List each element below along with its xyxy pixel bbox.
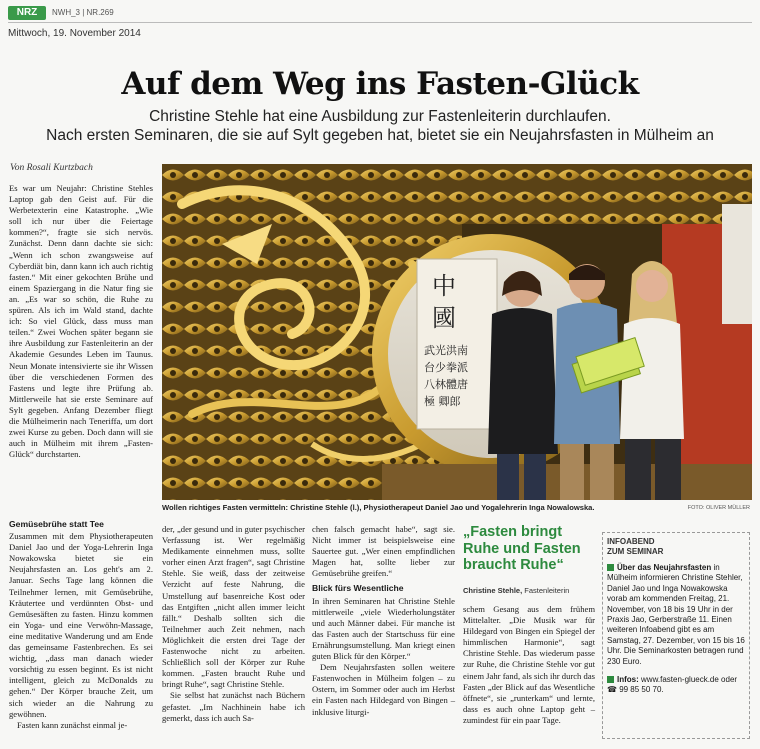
quote-role: Fastenleiterin <box>524 586 570 595</box>
column-1-top <box>9 183 153 460</box>
article-headline: Auf dem Weg ins Fasten-Glück <box>121 66 639 102</box>
pull-quote-attribution <box>463 586 569 595</box>
info-box-title <box>603 533 749 557</box>
column-3 <box>312 524 455 718</box>
paragraph: schem Gesang aus dem frühem Mittelalter. „Die Musik war für Hildegard von Bingen ein Spiegel der himmlischen Harmonie“, sagt Christine Stehle. Das wiederum passe zur Ruhe, die Christine Stehle vor gut einem Jahr fand, als sich ihr durch das Fasten „der Blick auf das Wesentliche öffnete“, sie „runterkam“ und lernte, dass es auch ohne Laptop geht – zumindest für ein paar Tage. <box>463 604 595 725</box>
subheading: Gemüsebrühe statt Tee <box>9 519 104 529</box>
svg-text:八林體唐: 八林體唐 <box>424 378 468 391</box>
issue-number: NWH_3 | NR.269 <box>52 8 114 17</box>
scroll-char: 中 <box>432 272 456 300</box>
paragraph: In ihren Seminaren hat Christine Stehle mittlerweile „viele Wiederholungstäter und auch Männer dabei. Für manche ist das Fasten auch der Startschuss für eine Ernährungsumstellung. Man kriegt einen guten Blick für den Körper.“ <box>312 595 455 662</box>
info-lead: Über das Neujahrsfasten <box>617 563 712 572</box>
paragraph: Dem Neujahrsfasten sollen weitere Fastenwochen in Mülheim folgen – zu Ostern, im Sommer oder auch im Herbst ein Fasten nach Hildegard von Bingen – inklusive liturgi- <box>312 662 455 717</box>
column-4 <box>463 604 595 726</box>
paragraph: Sie selbst hat zunächst nach Büchern gefastet. „Im Nachhinein habe ich gemerkt, dass ich auch Sa- <box>162 690 305 723</box>
subheading: Blick fürs Wesentliche <box>312 583 404 594</box>
quote-name: Christine Stehle, <box>463 586 523 595</box>
scroll-char: 國 <box>432 304 456 332</box>
svg-text:極 卿郎: 極 卿郎 <box>424 395 461 408</box>
photo-caption: Wollen richtiges Fasten vermitteln: Christine Stehle (l.), Physiotherapeut Daniel Jao und Yogalehrerin Inga Nowalowska. <box>162 503 595 512</box>
paragraph: chen falsch gemacht habe“, sagt sie. Nicht immer ist beispielsweise eine Sauertee gut. „Wer einen empfindlichen Magen hat, sollte lieber zur Gemüsebrühe greifen.“ <box>312 524 455 579</box>
info-label: Infos: <box>617 675 639 685</box>
photo-illustration <box>162 164 752 500</box>
column-1-bottom <box>9 515 153 731</box>
info-contact-link[interactable]: www.fasten-glueck.de oder ☎ 99 85 50 70. <box>607 675 738 695</box>
article-photo <box>162 164 752 500</box>
byline: Von Rosali Kurtzbach <box>10 163 93 173</box>
info-title-line: INFOABEND <box>607 537 655 546</box>
header-divider <box>8 22 752 23</box>
info-box <box>602 532 750 739</box>
green-square-icon <box>607 676 614 683</box>
green-square-icon <box>607 564 614 571</box>
svg-text:台少拳派: 台少拳派 <box>424 361 468 374</box>
info-box-body <box>603 563 749 667</box>
info-text: in Mülheim informieren Christine Stehler, Daniel Jao und Inga Nowakowska vorab am kommenden Freitag, 21. November, von 18 bis 19 Uhr in der Praxis Jao, Gerberstraße 11. Einen weiteren Infoabend gibt es am Samstag, 27. Dezember, von 15 bis 16 Uhr. Die Seminarkosten betragen rund 230 Euro. <box>607 563 745 666</box>
info-title-line: ZUM SEMINAR <box>607 547 664 556</box>
article-subheadline-line-1: Christine Stehle hat eine Ausbildung zur Fastenleiterin durchlaufen. <box>149 108 611 125</box>
pull-quote: „Fasten bringt Ruhe und Fasten braucht Ruhe“ <box>463 524 581 573</box>
paragraph: Zusammen mit dem Physiotherapeuten Daniel Jao und der Yoga-Lehrerin Inga Nowakowska bietet sie ein Neujahrsfasten an. Los geht's am 2. Januar. Sechs Tage lang können die Teilnehmer lernen, mit Gemüsebrühe, Kräutertee und verdünnten Obst- und Gemüsesäften zu fasten. Hinzu kommen ein Yoga- und eine Verwöhn-Massage, eine meditative Wanderung und am Ende das gemeinsame Fastenbrechen. Es sei wichtig, „dass man danach wieder vorsichtig zu essen beginnt. Es ist nicht intelligent, gleich zu McDonalds zu gehen.“ Der Körper brauche Zeit, um sich wieder an die Nahrung zu gewöhnen. <box>9 531 153 719</box>
article-subheadline-line-2: Nach ersten Seminaren, die sie auf Sylt gegeben hat, bietet sie ein Neujahrsfasten in Mülheim an <box>46 127 714 144</box>
paragraph: Es war um Neujahr: Christine Stehles Laptop gab den Geist auf. Für die Werbetexterin eine Katastrophe. „Wie soll ich nur über die Feiertage kommen?“, fragte sie sich nervös. Zunächst. Denn dann dachte sie sich: „Wenn ich schon zwangsweise auf Cyberdiät bin, dann kann ich auch richtig fasten.“ Mit einer gekochten Brühe und einem Spaziergang in die Natur fing sie an. „Es war so schön, die Ruhe zu spüren. Als ich im Wald stand, dachte ich: So viel Glück, dass muss man teilen.“ Zwei Wochen später begann sie ihre Ausbildung zur Fastenleiterin an der Akademie Gesundes Leben im Taunus. Neun Monate intensivierte sie ihr Wissen über die verschiedenen Formen des Fastens und legte ihre Prüfung ab. Mittlerweile hat sie erste Seminare auf Sylt gegeben. Anfang Dezember fliegt die Mülheimerin nach Teneriffa, um dort zwei Kurse zu geben. Doch dann will sie auch in Mülheim mit ihrem „Fasten-Glück“ durchstarten. <box>9 183 153 460</box>
info-box-contact <box>603 675 749 696</box>
svg-text:武光洪南: 武光洪南 <box>424 344 468 357</box>
issue-date: Mittwoch, 19. November 2014 <box>8 28 141 39</box>
photo-credit: FOTO: OLIVER MÜLLER <box>687 505 750 511</box>
paragraph: Fasten kann zunächst einmal je- <box>17 719 128 730</box>
column-2 <box>162 524 305 724</box>
paragraph: der, „der gesund und in guter psychischer Verfassung ist. Wer regelmäßig Medikamente einnehmen muss, sollte vorher einen Arzt fragen“, sagt Christine Stehle. Sie weiß, dass der zeitweise Verzicht auf feste Nahrung, die Umstellung auf basenreiche Kost oder das Entgiften „nicht allen immer leicht fällt.“ Deshalb sollten sich die Teilnehmer auch Zeit nehmen, nach Möglichkeit die ersten drei Tage der Fastenwoche nicht zu arbeiten. Schließlich soll der Körper zur Ruhe kommen. „Fasten braucht Ruhe und bringt Ruhe“, sagt Christine Stehle. <box>162 524 305 690</box>
newspaper-logo: NRZ <box>8 6 46 20</box>
